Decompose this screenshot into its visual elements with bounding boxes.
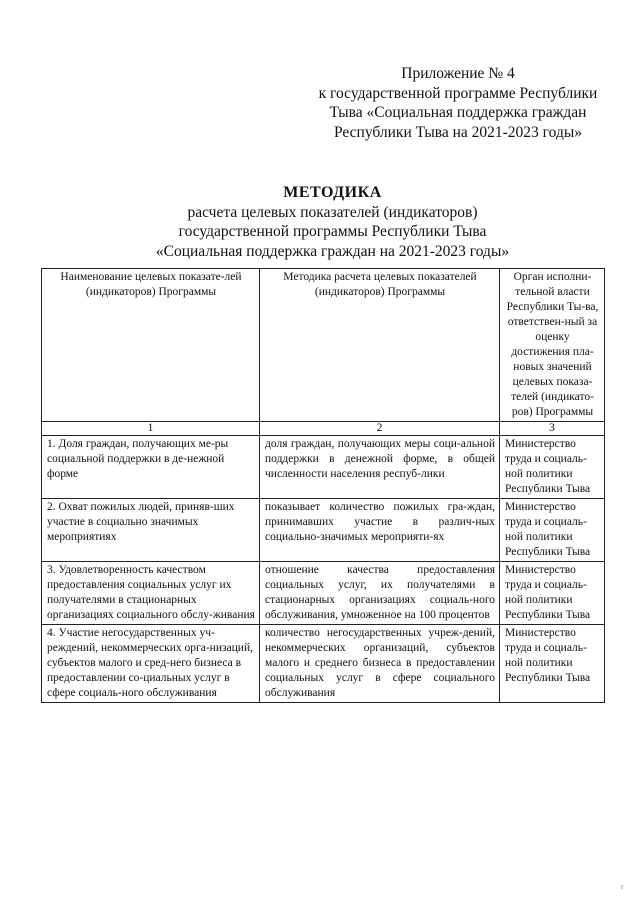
responsible-organ: Министерство труда и социаль-ной политики Республики Тыва xyxy=(500,436,605,499)
column-number: 3 xyxy=(500,422,605,436)
column-number: 1 xyxy=(42,422,260,436)
appendix-line: Приложение № 4 xyxy=(401,65,515,82)
indicator-name: 2. Охват пожилых людей, приняв-ших участие в социально значимых мероприятиях xyxy=(42,499,260,562)
calculation-method: показывает количество пожилых гра-ждан, принимавших участие в различ-ных социально-значимых мероприяти-ях xyxy=(260,499,500,562)
title-heading: МЕТОДИКА xyxy=(283,184,382,201)
table-row xyxy=(42,625,605,703)
table-row xyxy=(42,436,605,499)
calculation-method: отношение качества предоставления социальных услуг, их получателями в стационарных организациях социаль-ного обслуживания, умноженное на 100 процентов xyxy=(260,562,500,625)
indicator-name: 3. Удовлетворенность качеством предоставления социальных услуг их получателями в стационарных организациях социального обслу-живания xyxy=(42,562,260,625)
title-line: расчета целевых показателей (индикаторов) xyxy=(187,203,478,221)
header-responsible-organ: Орган исполни-тельной власти Республики Ты-ва, ответствен-ный за оценку достижения пла-новых значений целевых показа-телей (индикато-ров) Программы xyxy=(500,269,605,422)
table-number-row xyxy=(42,422,605,436)
calculation-method: количество негосударственных учреж-дений, некоммерческих организаций, субъектов малого и среднего бизнеса в предоставлении социальных услуг в сфере социального обслуживания xyxy=(260,625,500,703)
responsible-organ: Министерство труда и социаль-ной политики Республики Тыва xyxy=(500,499,605,562)
header-indicator-name: Наименование целевых показате-лей (индикаторов) Программы xyxy=(42,269,260,422)
responsible-organ: Министерство труда и социаль-ной политики Республики Тыва xyxy=(500,625,605,703)
table-header-row xyxy=(42,269,605,422)
appendix-line: к государственной программе Республики xyxy=(318,84,598,102)
indicator-name: 4. Участие негосударственных уч-реждений, некоммерческих орга-низаций, субъектов малого и сред-него бизнеса в предоставлении со-циальных услуг в сфере социаль-ного обслуживания xyxy=(42,625,260,703)
methodology-table xyxy=(41,268,605,703)
corner-mark: г xyxy=(621,883,624,891)
calculation-method: доля граждан, получающих меры соци-альной поддержки в денежной форме, в общей численности населения респуб-лики xyxy=(260,436,500,499)
column-number: 2 xyxy=(260,422,500,436)
document-title xyxy=(40,183,625,261)
appendix-header xyxy=(300,64,616,142)
title-line: «Социальная поддержка граждан на 2021-2023 годы» xyxy=(155,242,510,260)
indicator-name: 1. Доля граждан, получающих ме-ры социальной поддержки в де-нежной форме xyxy=(42,436,260,499)
header-calculation-method: Методика расчета целевых показателей (индикаторов) Программы xyxy=(260,269,500,422)
table-row xyxy=(42,562,605,625)
responsible-organ: Министерство труда и социаль-ной политики Республики Тыва xyxy=(500,562,605,625)
title-line: государственной программы Республики Тыва xyxy=(178,223,487,240)
appendix-line: Республики Тыва на 2021-2023 годы» xyxy=(333,123,583,141)
appendix-line: Тыва «Социальная поддержка граждан xyxy=(329,104,587,121)
table-row xyxy=(42,499,605,562)
